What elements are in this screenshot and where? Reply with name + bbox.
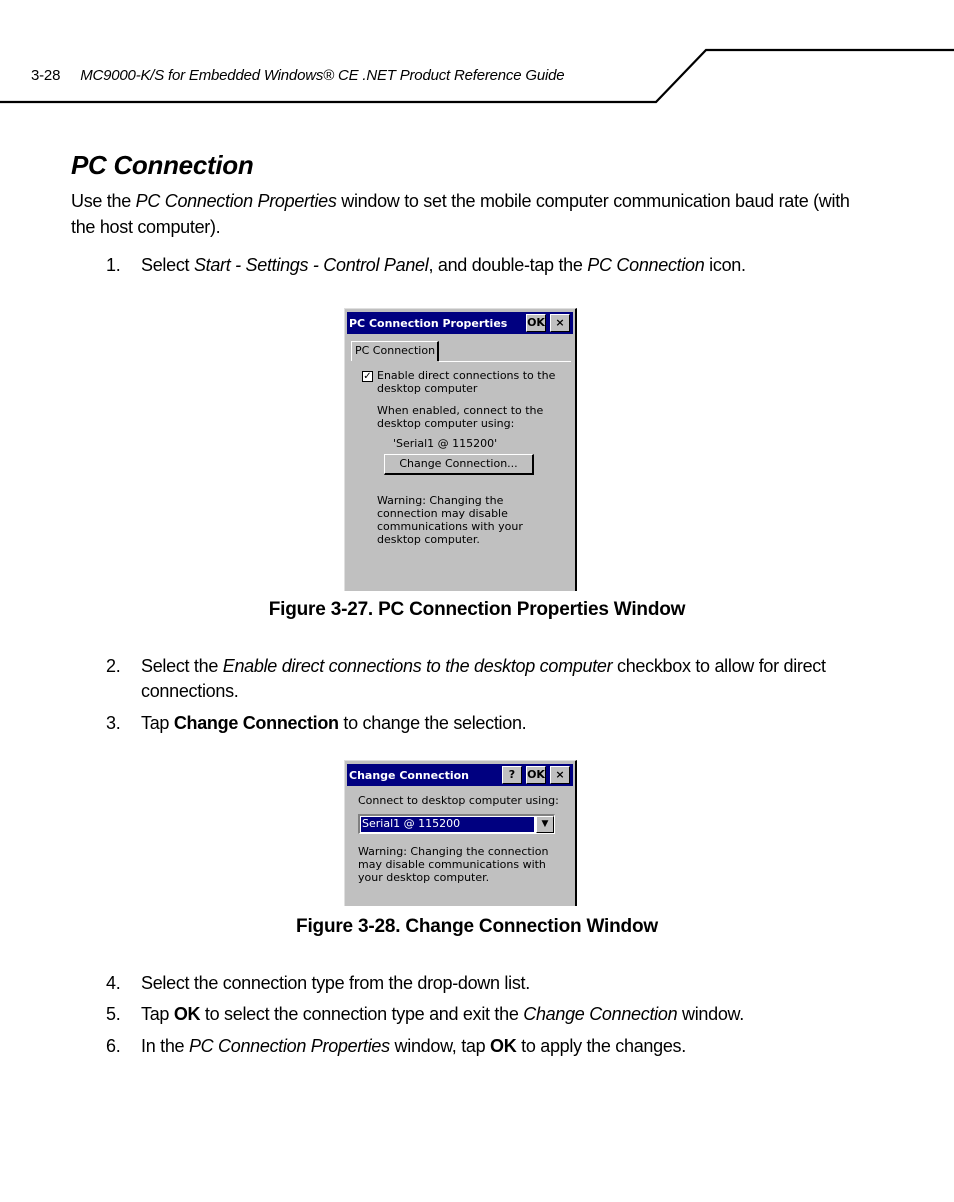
- close-button[interactable]: ×: [550, 766, 570, 784]
- step-1: 1. Select Start - Settings - Control Panel, and double-tap the PC Connection icon.: [106, 255, 746, 275]
- tab-divider: [439, 361, 571, 362]
- ok-button[interactable]: OK: [526, 314, 546, 332]
- header-rule: [0, 0, 954, 110]
- figure-3-27-caption: Figure 3-27. PC Connection Properties Window: [268, 599, 686, 620]
- window-titlebar: [347, 312, 573, 334]
- close-button[interactable]: ×: [550, 314, 570, 332]
- page-number: 3-28: [31, 67, 61, 84]
- window-title: Change Connection: [349, 769, 470, 782]
- dropdown-selected-value: Serial1 @ 115200: [361, 817, 534, 832]
- intro-paragraph: Use the PC Connection Properties window to set the mobile computer communication baud rate (with the host computer).: [71, 191, 850, 237]
- change-connection-window: [344, 760, 577, 906]
- help-button[interactable]: ?: [502, 766, 522, 784]
- change-connection-button[interactable]: Change Connection...: [384, 454, 534, 475]
- tab-pc-connection[interactable]: PC Connection: [351, 341, 439, 361]
- step-3: 3. Tap Change Connection to change the selection.: [106, 713, 527, 733]
- pc-connection-properties-window: [344, 308, 577, 591]
- connect-prompt: Connect to desktop computer using:: [358, 794, 559, 807]
- connection-info-text: When enabled, connect to the desktop computer using:: [377, 404, 544, 430]
- chevron-down-icon[interactable]: ▼: [536, 816, 554, 833]
- step-2: 2. Select the Enable direct connections to the desktop computer checkbox to allow for direct connections.: [106, 656, 826, 701]
- current-connection-value: 'Serial1 @ 115200': [393, 437, 498, 450]
- enable-direct-connections-checkbox[interactable]: ✓: [363, 371, 372, 382]
- step-5: 5. Tap OK to select the connection type and exit the Change Connection window.: [106, 1004, 744, 1024]
- warning-text: Warning: Changing the connection may disable communications with your desktop computer.: [358, 845, 549, 884]
- step-4: 4. Select the connection type from the drop-down list.: [106, 973, 530, 993]
- figure-3-28-caption: Figure 3-28. Change Connection Window: [296, 916, 658, 937]
- window-titlebar: [347, 764, 573, 786]
- section-title: PC Connection: [71, 150, 254, 180]
- warning-text: Warning: Changing the connection may disable communications with your desktop computer.: [377, 494, 523, 546]
- connection-dropdown[interactable]: [358, 814, 555, 834]
- checkbox-label: Enable direct connections to the desktop computer: [377, 369, 556, 395]
- guide-title: MC9000-K/S for Embedded Windows® CE .NET Product Reference Guide: [80, 67, 565, 84]
- page-header: [31, 67, 564, 84]
- ok-button[interactable]: OK: [526, 766, 546, 784]
- step-6: 6. In the PC Connection Properties window, tap OK to apply the changes.: [106, 1036, 686, 1056]
- window-title: PC Connection Properties: [349, 317, 508, 330]
